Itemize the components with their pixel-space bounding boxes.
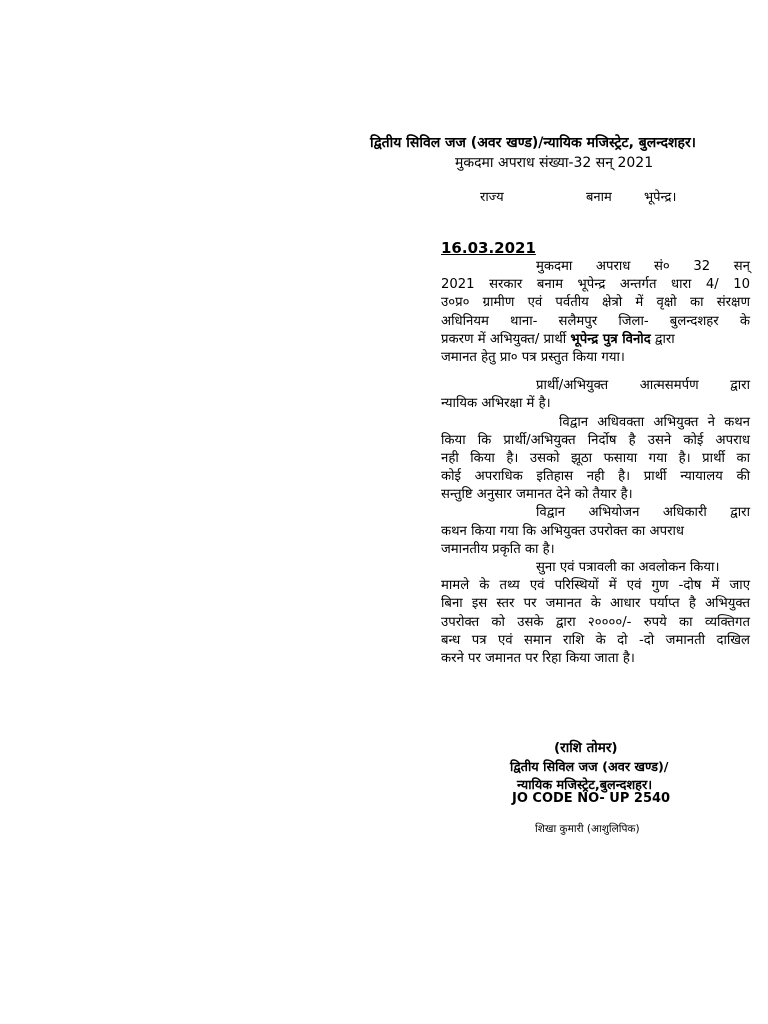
order-line: विद्वान अभियोजन अधिकारी द्वारा: [536, 505, 750, 521]
order-line: प्रार्थी/अभियुक्त आत्मसमर्पण द्वारा: [536, 378, 750, 394]
order-line: उपरोक्त को उसके द्वारा २००००/- रुपये का व्यक्तिगत: [441, 614, 750, 630]
paragraph-gap: [441, 367, 750, 377]
order-line: सन्तुष्टि अनुसार जमानत देने को तैयार है।: [441, 487, 633, 503]
stenographer-credit: शिखा कुमारी (आशुलिपिक): [535, 823, 640, 835]
court-title: द्वितीय सिविल जज (अवर खण्ड)/न्यायिक मजिस्ट्रेट, बुलन्दशहर।: [370, 135, 696, 151]
order-date: 16.03.2021: [441, 239, 536, 257]
jo-code: JO CODE NO- UP 2540: [512, 791, 671, 806]
party-accused: भूपेन्द्र।: [644, 190, 677, 205]
order-line: उ०प्र० ग्रामीण एवं पर्वतीय क्षेत्रो में वृक्षो का संरक्षण: [441, 295, 750, 311]
order-line: मुकदमा अपराध सं० 32 सन्: [536, 259, 750, 274]
signatory-designation: न्यायिक मजिस्ट्रेट,बुलन्दशहर।: [517, 778, 653, 793]
order-line: 2021 सरकार बनाम भूपेन्द्र अन्तर्गत धारा 4/ 10: [441, 277, 750, 293]
signatory-name: (राशि तोमर): [554, 740, 618, 756]
order-line: जमानतीय प्रकृति का है।: [441, 541, 555, 557]
order-line: बन्ध पत्र एवं समान राशि के दो -दो जमानती दाखिल: [441, 632, 750, 648]
order-line: करने पर जमानत पर रिहा किया जाता है।: [441, 650, 635, 666]
order-text: द्वारा: [650, 331, 675, 347]
party-versus: बनाम: [586, 190, 612, 205]
order-line: सुना एवं पत्रावली का अवलोकन किया।: [536, 560, 720, 575]
order-line: अधिनियम थाना- सलैमपुर जिला- बुलन्दशहर के: [441, 313, 750, 329]
case-number: मुकदमा अपराध संख्या-32 सन् 2021: [455, 155, 654, 171]
order-text: प्रकरण में अभियुक्त/ प्रार्थी: [441, 331, 571, 347]
order-line: किया कि प्रार्थी/अभियुक्त निर्दोष है उसने कोई अपराध: [441, 432, 750, 448]
order-line: कथन किया गया कि अभियुक्त उपरोक्त का अपराध: [441, 523, 684, 539]
order-body: [441, 258, 750, 668]
order-line: जमानत हेतु प्रा० पत्र प्रस्तुत किया गया।: [441, 349, 625, 365]
order-line: विद्वान अधिवक्ता अभियुक्त ने कथन: [559, 414, 750, 430]
accused-name: भूपेन्द्र पुत्र विनोद: [570, 331, 651, 347]
order-line: [441, 331, 750, 349]
signatory-designation: द्वितीय सिविल जज (अवर खण्ड)/: [510, 760, 669, 775]
order-line: नही किया है। उसको झूठा फसाया गया है। प्रार्थी का: [441, 450, 750, 466]
party-state: राज्य: [480, 190, 504, 205]
order-line: मामले के तथ्य एवं परिस्थियों में एवं गुण -दोष में जाए: [441, 578, 750, 594]
order-line: बिना इस स्तर पर जमानत के आधार पर्याप्त है अभियुक्त: [441, 596, 750, 612]
order-line: न्यायिक अभिरक्षा में है।: [441, 396, 551, 412]
order-line: कोई अपराधिक इतिहास नही है। प्रार्थी न्यायालय की: [441, 469, 750, 485]
